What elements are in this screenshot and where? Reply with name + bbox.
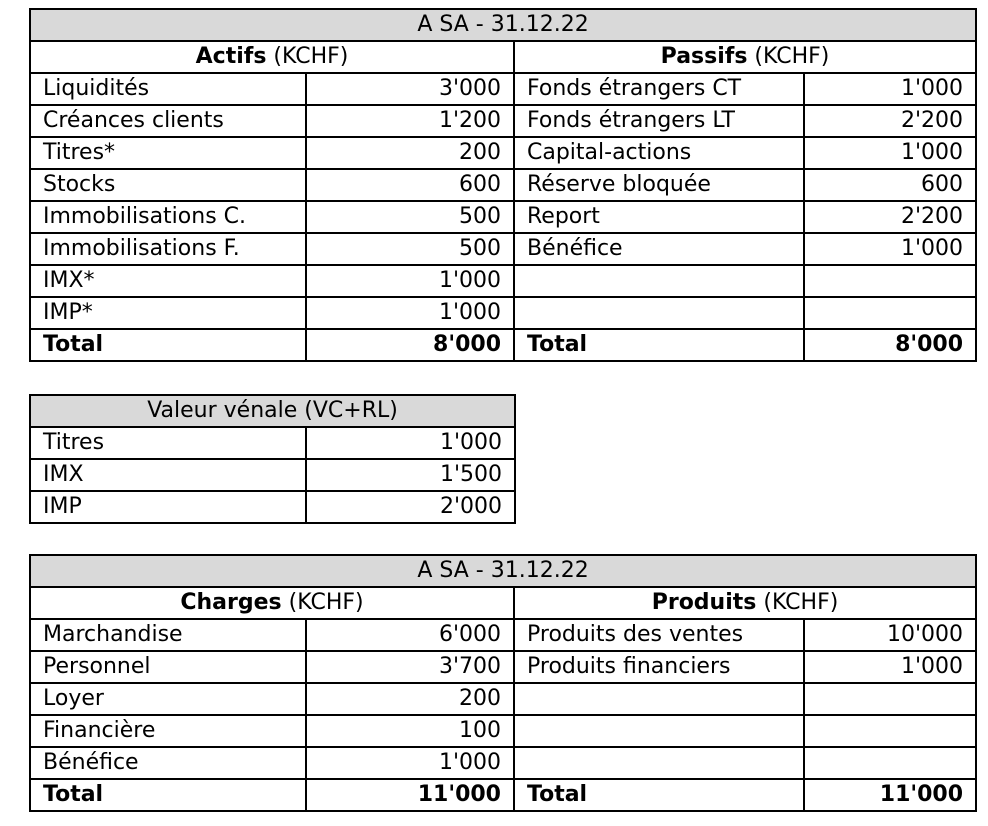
charges-header: Charges (KCHF) bbox=[30, 587, 514, 619]
table-row bbox=[30, 491, 515, 523]
liability-label: Bénéfice bbox=[514, 233, 804, 265]
product-value: 10'000 bbox=[804, 619, 976, 651]
assets-total-label: Total bbox=[30, 329, 306, 361]
asset-value: 1'000 bbox=[306, 297, 514, 329]
liability-value: 600 bbox=[804, 169, 976, 201]
charges-total-value: 11'000 bbox=[306, 779, 514, 811]
charge-value: 200 bbox=[306, 683, 514, 715]
liability-label bbox=[514, 265, 804, 297]
balance-title: A SA - 31.12.22 bbox=[30, 9, 976, 41]
table-row bbox=[30, 619, 976, 651]
charge-label: Bénéfice bbox=[30, 747, 306, 779]
liability-value bbox=[804, 297, 976, 329]
asset-value: 600 bbox=[306, 169, 514, 201]
liabilities-total-value: 8'000 bbox=[804, 329, 976, 361]
market-value-title-row bbox=[30, 395, 515, 427]
assets-header: Actifs (KCHF) bbox=[30, 41, 514, 73]
asset-label: IMP* bbox=[30, 297, 306, 329]
income-title: A SA - 31.12.22 bbox=[30, 555, 976, 587]
product-label bbox=[514, 683, 804, 715]
product-label bbox=[514, 715, 804, 747]
liability-value: 1'000 bbox=[804, 73, 976, 105]
table-row bbox=[30, 233, 976, 265]
income-total-row bbox=[30, 779, 976, 811]
liabilities-total-label: Total bbox=[514, 329, 804, 361]
products-header: Produits (KCHF) bbox=[514, 587, 976, 619]
liability-label: Fonds étrangers LT bbox=[514, 105, 804, 137]
asset-label: Immobilisations C. bbox=[30, 201, 306, 233]
assets-total-value: 8'000 bbox=[306, 329, 514, 361]
charge-label: Financière bbox=[30, 715, 306, 747]
table-row bbox=[30, 297, 976, 329]
charges-total-label: Total bbox=[30, 779, 306, 811]
liability-value bbox=[804, 265, 976, 297]
table-row bbox=[30, 747, 976, 779]
table-row bbox=[30, 683, 976, 715]
product-label: Produits des ventes bbox=[514, 619, 804, 651]
liability-label: Capital-actions bbox=[514, 137, 804, 169]
asset-label: Liquidités bbox=[30, 73, 306, 105]
table-row bbox=[30, 137, 976, 169]
charge-label: Loyer bbox=[30, 683, 306, 715]
table-row bbox=[30, 651, 976, 683]
liability-label: Fonds étrangers CT bbox=[514, 73, 804, 105]
asset-value: 500 bbox=[306, 233, 514, 265]
liability-label: Réserve bloquée bbox=[514, 169, 804, 201]
charge-label: Marchandise bbox=[30, 619, 306, 651]
product-value bbox=[804, 715, 976, 747]
charge-value: 3'700 bbox=[306, 651, 514, 683]
product-label bbox=[514, 747, 804, 779]
market-value-value: 1'500 bbox=[306, 459, 515, 491]
market-value-label: Titres bbox=[30, 427, 306, 459]
liability-label: Report bbox=[514, 201, 804, 233]
liability-value: 2'200 bbox=[804, 201, 976, 233]
balance-header-row bbox=[30, 41, 976, 73]
liabilities-header: Passifs (KCHF) bbox=[514, 41, 976, 73]
balance-sheet-table bbox=[29, 8, 977, 362]
table-row bbox=[30, 265, 976, 297]
table-row bbox=[30, 105, 976, 137]
asset-value: 3'000 bbox=[306, 73, 514, 105]
products-total-value: 11'000 bbox=[804, 779, 976, 811]
market-value-value: 2'000 bbox=[306, 491, 515, 523]
liability-label bbox=[514, 297, 804, 329]
product-label: Produits financiers bbox=[514, 651, 804, 683]
income-statement-table bbox=[29, 554, 977, 812]
liability-value: 1'000 bbox=[804, 233, 976, 265]
market-value-value: 1'000 bbox=[306, 427, 515, 459]
table-row bbox=[30, 715, 976, 747]
asset-value: 1'200 bbox=[306, 105, 514, 137]
table-row bbox=[30, 169, 976, 201]
table-row bbox=[30, 73, 976, 105]
income-header-row bbox=[30, 587, 976, 619]
charge-value: 6'000 bbox=[306, 619, 514, 651]
market-value-label: IMP bbox=[30, 491, 306, 523]
asset-value: 500 bbox=[306, 201, 514, 233]
asset-label: IMX* bbox=[30, 265, 306, 297]
market-value-label: IMX bbox=[30, 459, 306, 491]
market-value-table bbox=[29, 394, 516, 524]
asset-label: Titres* bbox=[30, 137, 306, 169]
charge-label: Personnel bbox=[30, 651, 306, 683]
product-value: 1'000 bbox=[804, 651, 976, 683]
liability-value: 1'000 bbox=[804, 137, 976, 169]
asset-label: Stocks bbox=[30, 169, 306, 201]
asset-value: 1'000 bbox=[306, 265, 514, 297]
asset-label: Créances clients bbox=[30, 105, 306, 137]
liability-value: 2'200 bbox=[804, 105, 976, 137]
table-row bbox=[30, 459, 515, 491]
asset-label: Immobilisations F. bbox=[30, 233, 306, 265]
table-row bbox=[30, 201, 976, 233]
income-title-row bbox=[30, 555, 976, 587]
product-value bbox=[804, 747, 976, 779]
table-row bbox=[30, 427, 515, 459]
balance-title-row bbox=[30, 9, 976, 41]
charge-value: 100 bbox=[306, 715, 514, 747]
charge-value: 1'000 bbox=[306, 747, 514, 779]
asset-value: 200 bbox=[306, 137, 514, 169]
product-value bbox=[804, 683, 976, 715]
products-total-label: Total bbox=[514, 779, 804, 811]
balance-total-row bbox=[30, 329, 976, 361]
market-value-title: Valeur vénale (VC+RL) bbox=[30, 395, 515, 427]
